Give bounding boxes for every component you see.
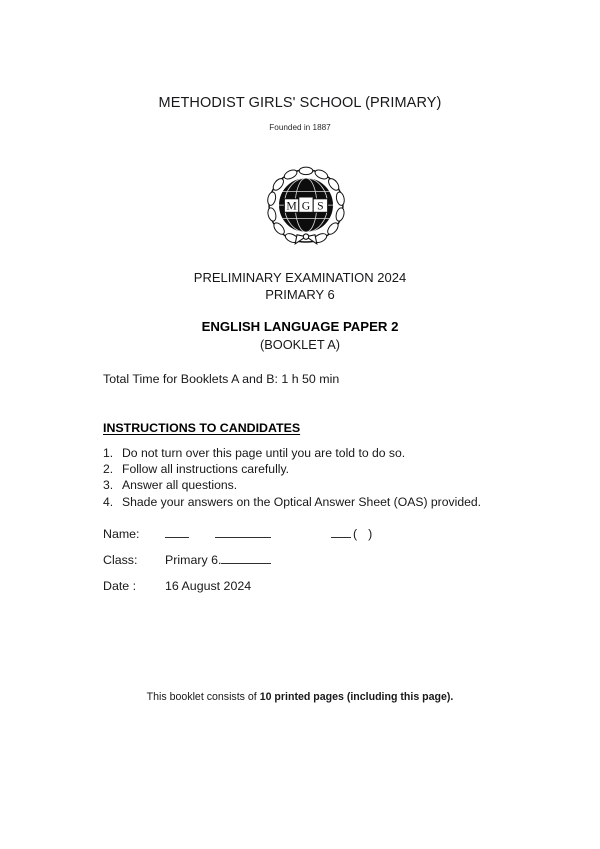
list-item-text: Follow all instructions carefully. <box>122 462 290 477</box>
class-field-row <box>103 553 433 579</box>
date-label: Date : <box>103 579 137 593</box>
name-input[interactable] <box>165 527 433 541</box>
list-item-number: 1. <box>103 446 114 460</box>
index-number-parens[interactable] <box>353 527 383 541</box>
list-item-text: Do not turn over this page until you are told to do so. <box>122 446 406 460</box>
name-blank-2[interactable] <box>215 537 271 538</box>
list-item-number: 4. <box>103 494 114 509</box>
booklet-label: (BOOKLET A) <box>259 337 341 352</box>
list-item <box>103 445 533 461</box>
svg-text:M: M <box>286 199 297 213</box>
class-prefix-text: Primary 6. <box>165 553 222 567</box>
exam-title-line-1: PRELIMINARY EXAMINATION 2024 <box>193 270 407 285</box>
svg-text:G: G <box>301 199 311 213</box>
school-name: METHODIST GIRLS' SCHOOL (PRIMARY) <box>158 95 442 111</box>
footer-page-count: 10 printed pages (including this page). <box>259 691 454 703</box>
paper-title: ENGLISH LANGUAGE PAPER 2 <box>201 319 399 334</box>
class-input[interactable] <box>165 553 433 567</box>
footer-prefix: This booklet consists of <box>146 691 260 703</box>
name-field-row <box>103 527 433 553</box>
class-label: Class: <box>103 553 138 567</box>
list-item-text: Answer all questions. <box>122 478 238 493</box>
date-field-row <box>103 579 433 605</box>
exam-title-line-2: PRIMARY 6 <box>265 287 335 302</box>
list-item-number: 2. <box>103 462 114 477</box>
instructions-list <box>103 445 533 510</box>
name-blank-1[interactable] <box>165 537 189 538</box>
list-item-text: Shade your answers on the Optical Answer Sheet (OAS) provided. <box>122 494 482 509</box>
list-item <box>103 477 533 493</box>
date-value: 16 August 2024 <box>165 579 252 593</box>
svg-text:S: S <box>317 199 324 213</box>
candidate-fields <box>103 527 433 605</box>
school-founded-year: Founded in 1887 <box>269 123 331 132</box>
mgs-school-crest-icon <box>261 161 351 251</box>
total-time-text: Total Time for Booklets A and B: 1 h 50 min <box>103 372 340 386</box>
list-item <box>103 494 533 510</box>
name-blank-3[interactable] <box>331 537 351 538</box>
list-item-number: 3. <box>103 478 114 493</box>
class-blank[interactable] <box>221 563 271 564</box>
list-item <box>103 461 533 477</box>
paren-close: ) <box>368 527 384 541</box>
paren-open: ( <box>353 527 369 541</box>
name-label: Name: <box>103 527 140 541</box>
instructions-heading: INSTRUCTIONS TO CANDIDATES <box>103 421 301 435</box>
page-count-footer <box>0 691 600 703</box>
